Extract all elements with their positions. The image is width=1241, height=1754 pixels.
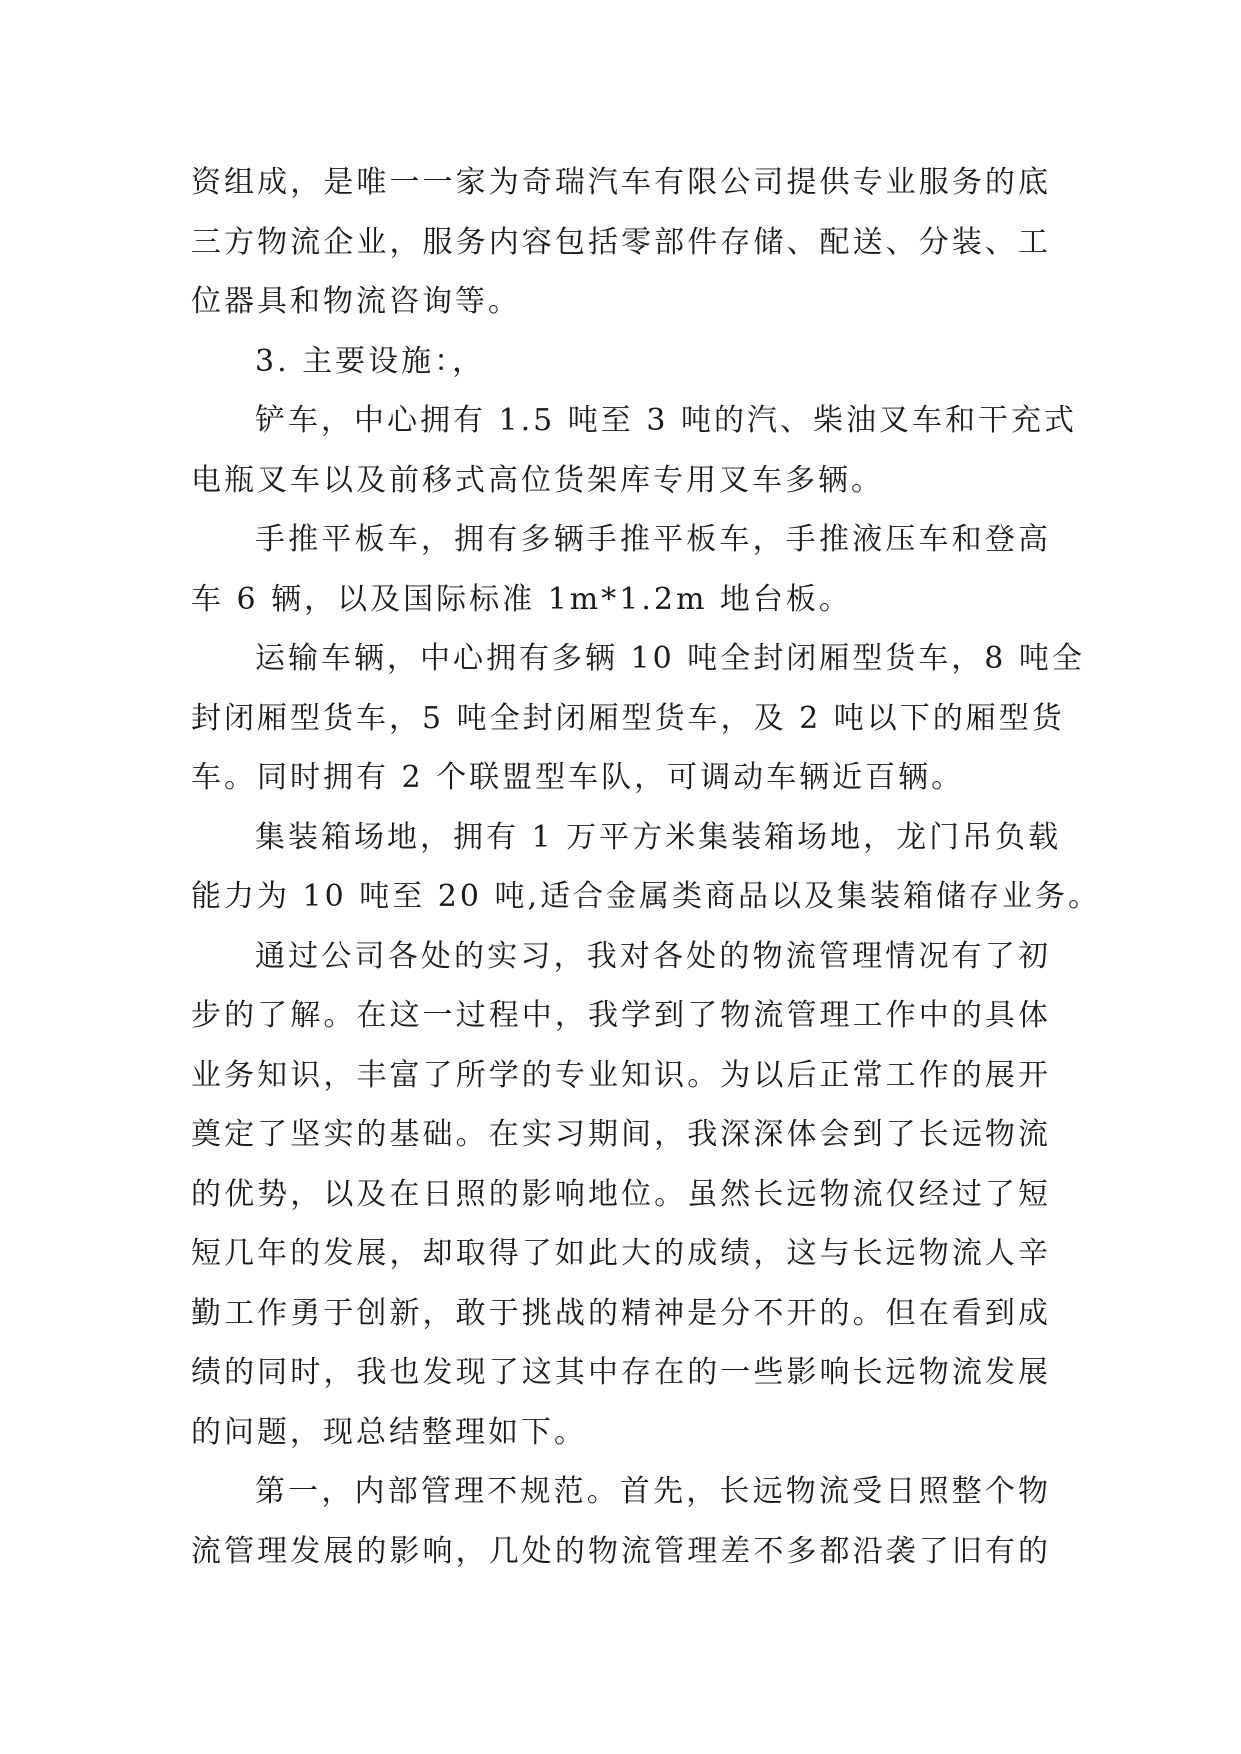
text-line: 通过公司各处的实习，我对各处的物流管理情况有了初 — [255, 938, 1051, 974]
text-line: 三方物流企业，服务内容包括零部件存储、配送、分装、工 — [191, 224, 1051, 260]
text-line: 3. 主要设施：， — [255, 343, 486, 379]
text-line: 电瓶叉车以及前移式高位货架库专用叉车多辆。 — [191, 462, 884, 498]
text-line: 绩的同时，我也发现了这其中存在的一些影响长远物流发展 — [191, 1355, 1051, 1390]
text-line: 铲车，中心拥有 1.5 吨至 3 吨的汽、柴油叉车和干充式 — [255, 403, 1077, 438]
text-line: 奠定了坚实的基础。在实习期间，我深深体会到了长远物流 — [191, 1117, 1051, 1152]
text-line: 封闭厢型货车，5 吨全封闭厢型货车，及 2 吨以下的厢型货 — [191, 700, 1065, 736]
text-line: 能力为 10 吨至 20 吨,适合金属类商品以及集装箱储存业务。 — [191, 879, 1102, 914]
text-line: 资组成，是唯一一家为奇瑞汽车有限公司提供专业服务的底 — [191, 165, 1051, 200]
text-line: 的问题，现总结整理如下。 — [191, 1414, 587, 1450]
document-body — [191, 153, 1102, 1581]
text-line: 车 6 辆，以及国际标准 1m*1.2m 地台板。 — [191, 581, 852, 617]
text-line: 位器具和物流咨询等。 — [191, 284, 521, 319]
text-line: 运输车辆，中心拥有多辆 10 吨全封闭厢型货车，8 吨全 — [255, 641, 1085, 676]
text-line: 步的了解。在这一过程中，我学到了物流管理工作中的具体 — [191, 998, 1051, 1033]
text-line: 短几年的发展，却取得了如此大的成绩，这与长远物流人辛 — [191, 1236, 1051, 1271]
text-line: 第一，内部管理不规范。首先，长远物流受日照整个物 — [255, 1474, 1051, 1509]
text-line: 手推平板车，拥有多辆手推平板车，手推液压车和登高 — [255, 522, 1051, 557]
text-line: 业务知识，丰富了所学的专业知识。为以后正常工作的展开 — [191, 1057, 1051, 1093]
text-line: 集装箱场地，拥有 1 万平方米集装箱场地，龙门吊负载 — [255, 819, 1062, 855]
text-line: 车。同时拥有 2 个联盟型车队，可调动车辆近百辆。 — [191, 760, 965, 795]
text-line: 流管理发展的影响，几处的物流管理差不多都沿袭了旧有的 — [191, 1533, 1051, 1569]
text-line: 的优势，以及在日照的影响地位。虽然长远物流仅经过了短 — [191, 1176, 1051, 1212]
text-line: 勤工作勇于创新，敢于挑战的精神是分不开的。但在看到成 — [191, 1295, 1051, 1331]
